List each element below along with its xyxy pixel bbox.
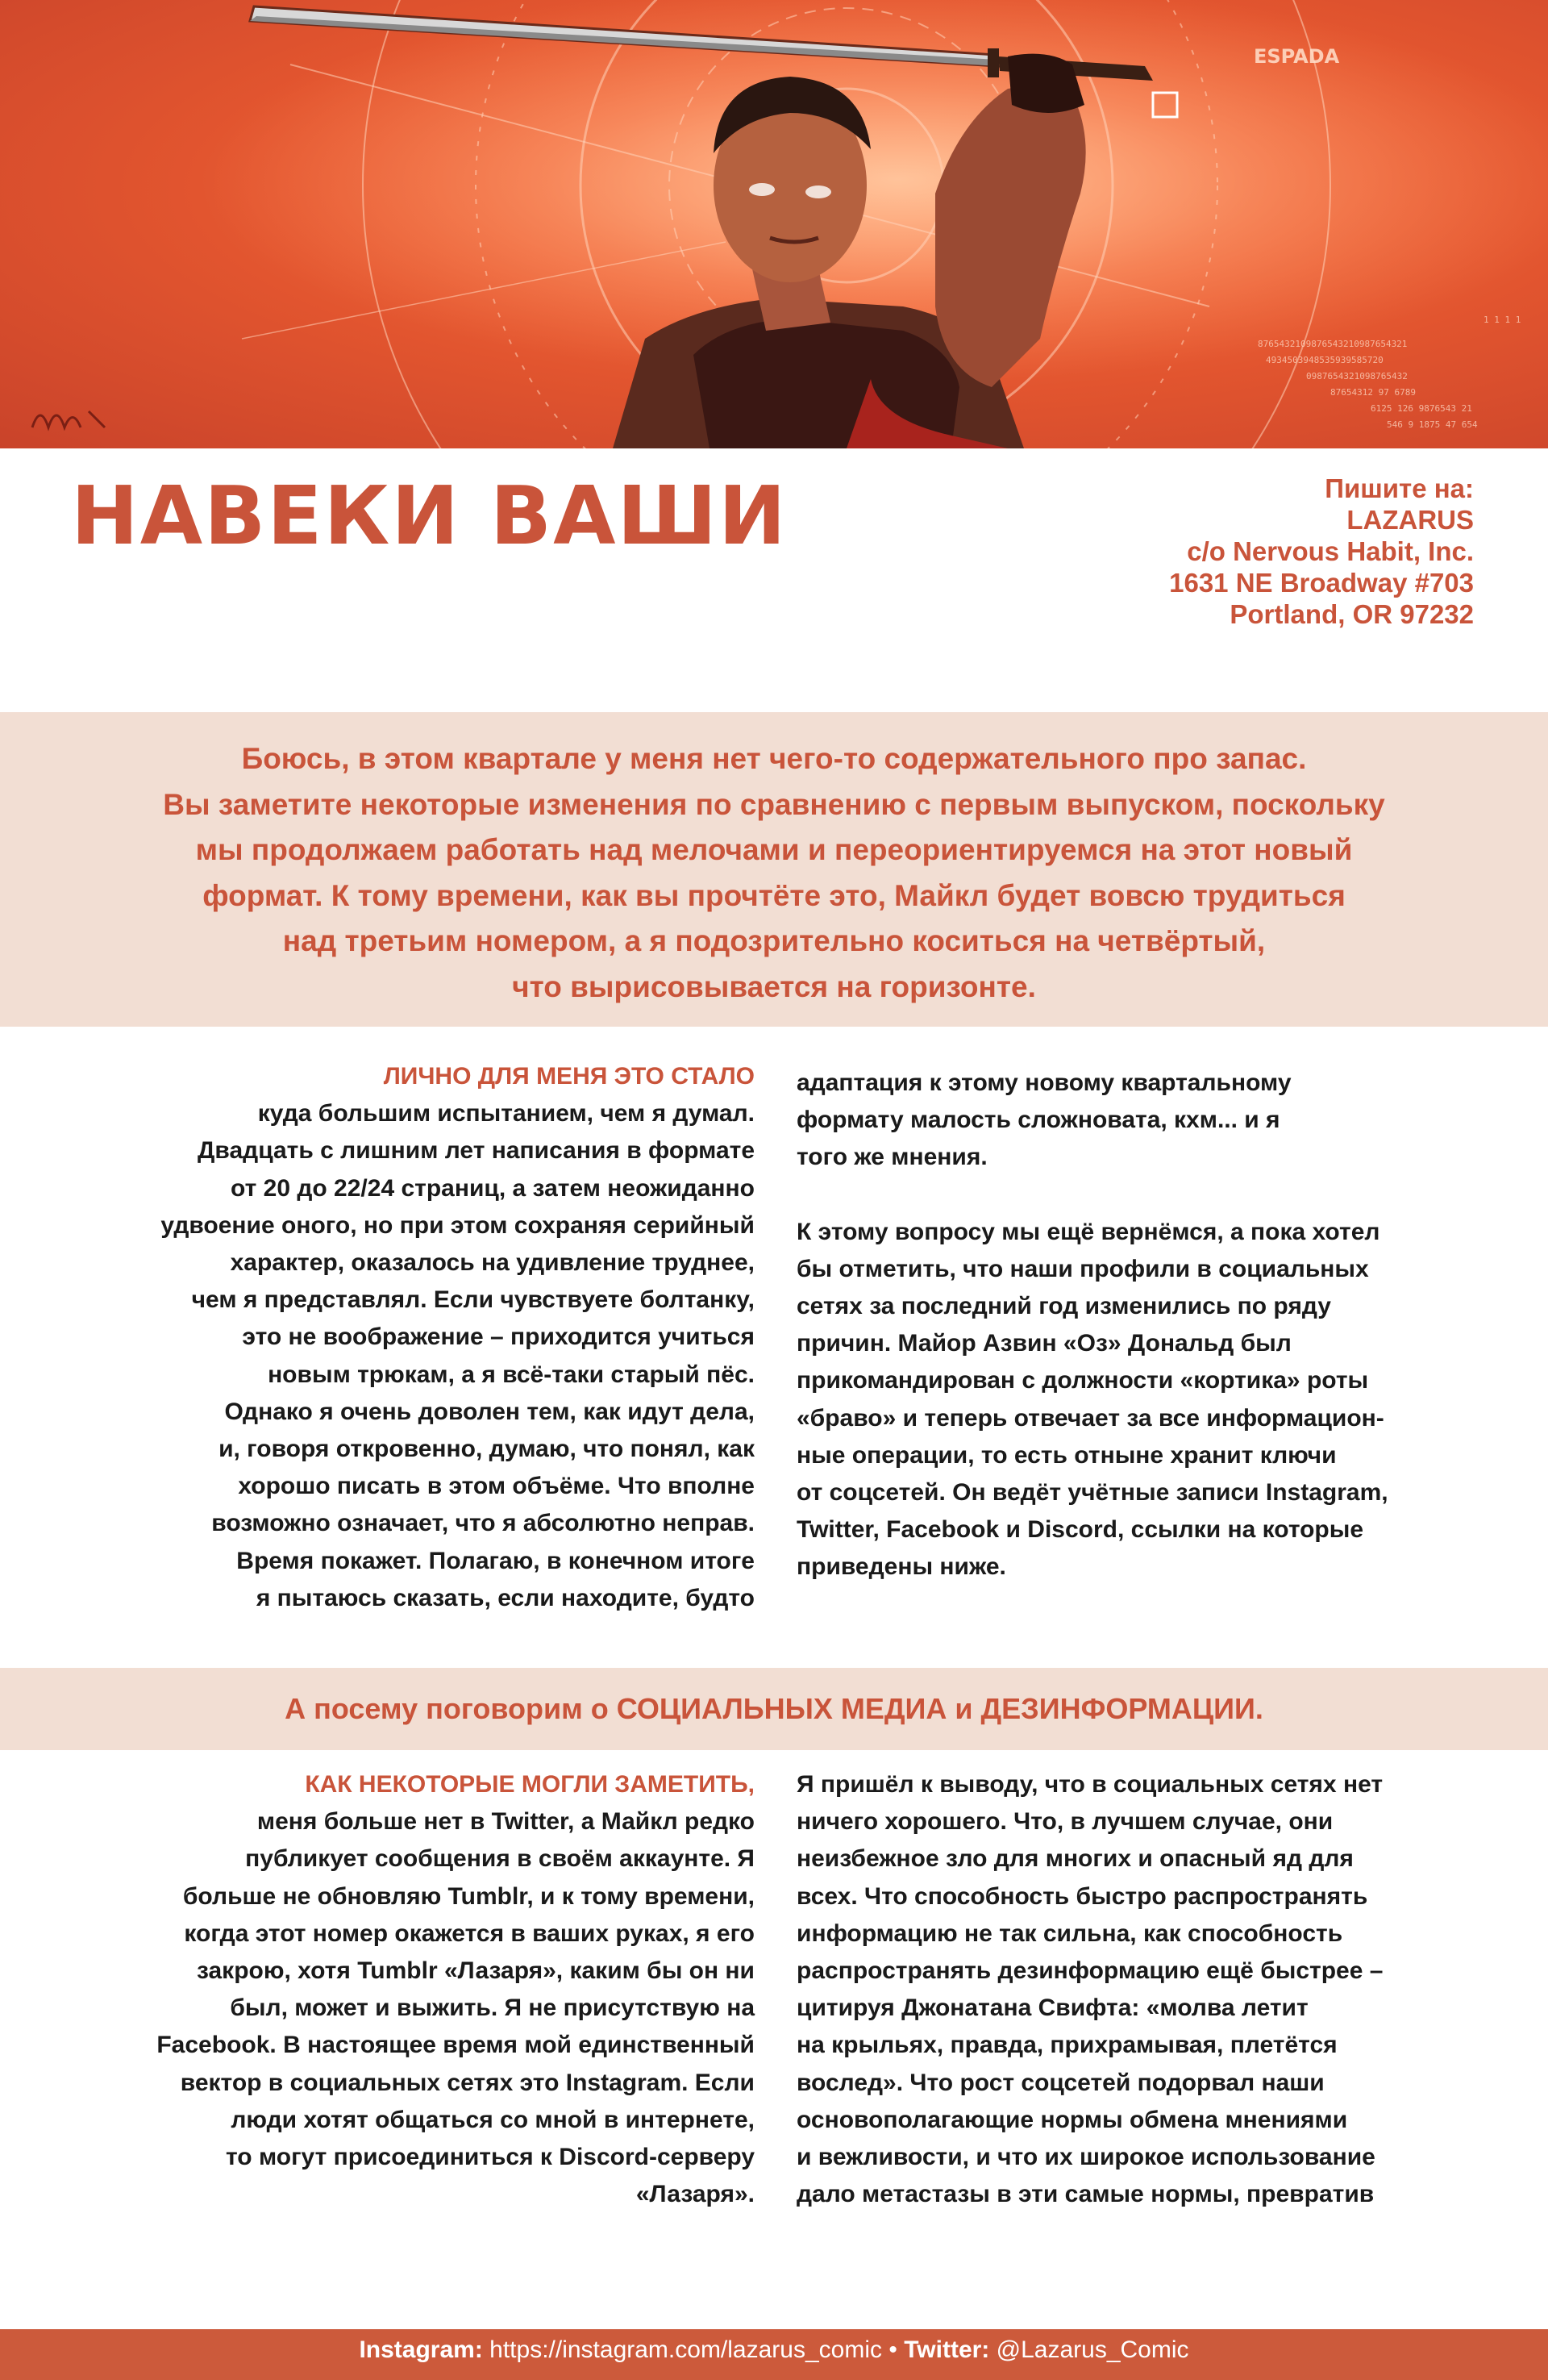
body-line: возможно означает, что я абсолютно неправ. xyxy=(211,1510,755,1537)
body-line: вослед». Что рост соцсетей подорвал наши xyxy=(797,2069,1325,2096)
body-line: меня больше нет в Twitter, а Майкл редко xyxy=(256,1808,755,1836)
body-line: вектор в социальных сетях это Instagram. Если xyxy=(180,2069,755,2096)
body-line: адаптация к этому новому квартальному xyxy=(797,1069,1292,1096)
intro-line: что вырисовывается на горизонте. xyxy=(512,969,1036,1003)
body-line: от 20 до 22/24 страниц, а затем неожиданно xyxy=(231,1174,755,1202)
paragraph-gap xyxy=(797,1177,1506,1214)
body-line: Я пришёл к выводу, что в социальных сетях нет xyxy=(797,1771,1384,1798)
body-line: формату малость сложноватa, кхм... и я xyxy=(797,1107,1280,1134)
intro-band xyxy=(0,712,1548,1027)
body-line: дало метастазы в эти самые нормы, превратив xyxy=(797,2181,1375,2208)
twitter-label: Twitter: xyxy=(904,2336,990,2363)
address-line: c/o Nervous Habit, Inc. xyxy=(1187,536,1474,566)
social-links xyxy=(0,2329,1548,2371)
heading-part: ДЕЗИНФОРМАЦИИ. xyxy=(980,1692,1263,1725)
intro-line: над третьим номером, а я подозрительно коситься на четвёртый, xyxy=(282,924,1266,958)
body-line: ничего хорошего. Что, в лучшем случае, они xyxy=(797,1808,1334,1836)
body-line: неизбежное зло для многих и опасный яд для xyxy=(797,1845,1354,1873)
svg-text:6125 126 9876543 21: 6125 126 9876543 21 xyxy=(1371,403,1472,414)
body-line: К этому вопросу мы ещё вернёмся, а пока хотел xyxy=(797,1218,1380,1245)
body-line: то могут присоединиться к Discord-серверу xyxy=(225,2144,755,2171)
body-line: хорошо писать в этом объёме. Что вполне xyxy=(238,1473,755,1500)
body-line: это не воображение – приходится учиться xyxy=(242,1323,755,1351)
body-line: люди хотят общаться со мной в интернете, xyxy=(231,2106,755,2133)
mailing-address xyxy=(909,473,1474,630)
heading-part: и xyxy=(947,1692,981,1725)
section1-lead: ЛИЧНО ДЛЯ МЕНЯ ЭТО СТАЛО xyxy=(383,1063,755,1090)
body-line: ные операции, то есть отныне хранит ключи xyxy=(797,1441,1337,1469)
section1-left-column xyxy=(56,1058,755,1617)
section2-lead: КАК НЕКОТОРЫЕ МОГЛИ ЗАМЕТИТЬ, xyxy=(305,1771,755,1798)
intro-line: Вы заметите некоторые изменения по сравнению с первым выпуском, поскольку xyxy=(163,787,1385,821)
body-line: прикомандирован с должности «кортика» роты xyxy=(797,1367,1369,1394)
body-line: и вежливости, и что их широкое использование xyxy=(797,2144,1375,2171)
body-line: приведены ниже. xyxy=(797,1553,1006,1581)
body-line: информацию не так сильна, как способность xyxy=(797,1919,1343,1947)
section1-right-column xyxy=(797,1065,1506,1586)
svg-text:0987654321098765432: 0987654321098765432 xyxy=(1306,371,1408,381)
hero-caption: ESPADA xyxy=(1254,45,1340,68)
section2-left-column xyxy=(56,1766,755,2213)
body-line: цитируя Джонатана Свифта: «молва летит xyxy=(797,1994,1309,2022)
body-line: от соцсетей. Он ведёт учётные записи Instagram, xyxy=(797,1479,1388,1507)
section2-right-column xyxy=(797,1766,1506,2213)
svg-text:8765432109876543210987654321: 8765432109876543210987654321 xyxy=(1258,339,1408,349)
svg-text:1 1 1 1: 1 1 1 1 xyxy=(1484,315,1521,325)
body-line: когда этот номер окажется в ваших руках, я его xyxy=(184,1919,755,1947)
body-line: Facebook. В настоящее время мой единственный xyxy=(156,2032,755,2059)
section2-band xyxy=(0,1668,1548,1750)
body-line: причин. Майор Азвин «Оз» Дональд был xyxy=(797,1330,1292,1357)
body-line: бы отметить, что наши профили в социальных xyxy=(797,1255,1369,1282)
body-line: я пытаюсь сказать, если находите, будто xyxy=(256,1584,755,1611)
body-line: больше не обновляю Tumblr, и к тому времени, xyxy=(182,1882,755,1910)
hero-illustration xyxy=(0,0,1548,448)
body-line: всех. Что способность быстро распространять xyxy=(797,1882,1368,1910)
body-line: того же мнения. xyxy=(797,1144,988,1171)
body-line: основополагающие нормы обмена мнениями xyxy=(797,2106,1348,2133)
body-line: удвоение оного, но при этом сохраняя серийный xyxy=(160,1211,755,1239)
instagram-label: Instagram: xyxy=(359,2336,483,2363)
intro-line: мы продолжаем работать над мелочами и переориентируемся на этот новый xyxy=(195,833,1353,867)
body-line: на крыльях, правда, прихрамывая, плетётся xyxy=(797,2032,1338,2059)
body-line: сетях за последний год изменились по ряду xyxy=(797,1293,1331,1320)
hero-artwork xyxy=(0,0,1548,448)
body-line: «Лазаря». xyxy=(635,2181,755,2208)
heading-part: А посему поговорим о xyxy=(285,1692,617,1725)
body-line: был, может и выжить. Я не присутствую на xyxy=(230,1994,755,2022)
body-line: публикует сообщения в своём аккаунте. Я xyxy=(245,1845,755,1873)
address-line: Пишите на: xyxy=(1325,473,1474,503)
svg-text:546 9 1875 47 654: 546 9 1875 47 654 xyxy=(1387,419,1478,430)
svg-text:87654312 97 6789: 87654312 97 6789 xyxy=(1330,387,1416,398)
body-line: Время покажет. Полагаю, в конечном итоге xyxy=(236,1547,755,1574)
intro-line: Боюсь, в этом квартале у меня нет чего-то содержательного про запас. xyxy=(241,742,1307,775)
social-footer xyxy=(0,2329,1548,2380)
section2-heading xyxy=(0,1668,1548,1750)
body-line: Однако я очень доволен тем, как идут дела, xyxy=(224,1398,755,1425)
page-title: НАВЕКИ ВАШИ xyxy=(71,469,788,563)
body-line: чем я представлял. Если чувствуете болтанку, xyxy=(191,1286,755,1314)
body-line: и, говоря откровенно, думаю, что понял, как xyxy=(218,1436,755,1463)
intro-text xyxy=(48,736,1500,1011)
body-line: новым трюкам, а я всё-таки старый пёс. xyxy=(268,1361,755,1388)
body-line: характер, оказалось на удивление труднее, xyxy=(230,1249,755,1277)
body-line: закрою, хотя Tumblr «Лазаря», каким бы он ни xyxy=(196,1957,755,1985)
body-line: куда большим испытанием, чем я думал. xyxy=(257,1100,755,1127)
twitter-link[interactable]: @Lazarus_Comic xyxy=(989,2336,1189,2363)
intro-line: формат. К тому времени, как вы прочтёте это, Майкл будет вовсю трудиться xyxy=(202,878,1346,912)
address-line: Portland, OR 97232 xyxy=(1230,599,1474,629)
address-line: 1631 NE Broadway #703 xyxy=(1169,568,1474,598)
svg-text:4934503948535939585720: 4934503948535939585720 xyxy=(1266,355,1384,365)
heading-part: СОЦИАЛЬНЫХ МЕДИА xyxy=(616,1692,947,1725)
body-line: Двадцать с лишним лет написания в формате xyxy=(198,1137,755,1165)
instagram-link[interactable]: https://instagram.com/lazarus_comic xyxy=(482,2336,883,2363)
body-line: распространять дезинформацию ещё быстрее – xyxy=(797,1957,1384,1985)
body-line: Twitter, Facebook и Discord, ссылки на которые xyxy=(797,1516,1364,1544)
address-line: LAZARUS xyxy=(1346,505,1474,535)
body-line: «браво» и теперь отвечает за все информацион- xyxy=(797,1404,1384,1432)
footer-separator: • xyxy=(882,2336,905,2363)
